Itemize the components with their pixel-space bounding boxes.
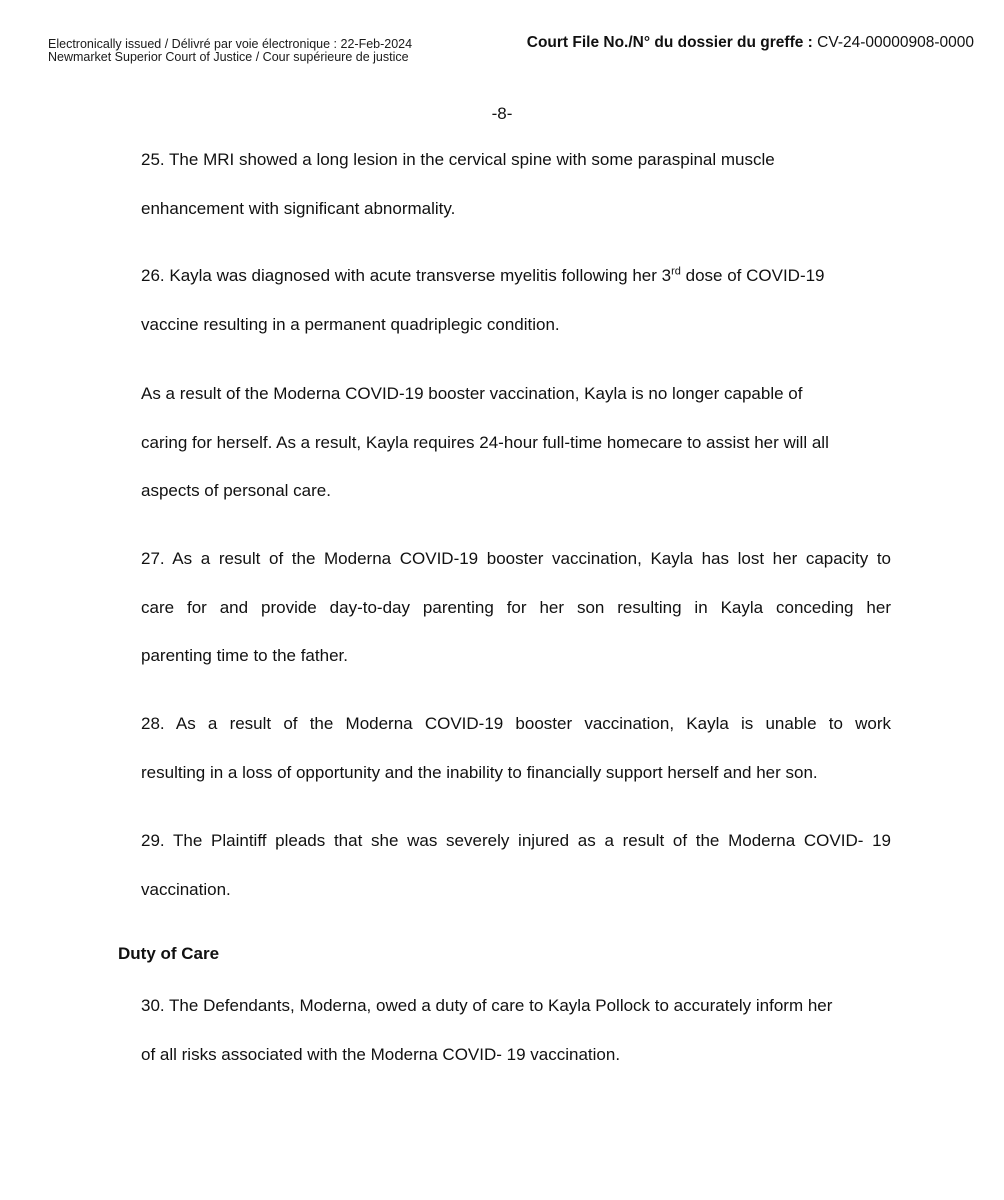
court-line: Newmarket Superior Court of Justice / Cour supérieure de justice: [48, 50, 409, 64]
paragraph-line: 29. The Plaintiff pleads that she was severely injured as a result of the Moderna COVID- 19: [141, 831, 891, 850]
court-file-number: [527, 34, 974, 52]
paragraph-line: of all risks associated with the Moderna COVID- 19 vaccination.: [141, 1044, 621, 1064]
court-file-label: Court File No./N° du dossier du greffe :: [526, 34, 813, 51]
paragraph-line: caring for herself. As a result, Kayla requires 24-hour full-time homecare to assist her will all: [141, 432, 829, 452]
paragraph-26: [141, 252, 891, 349]
section-heading-duty-of-care: Duty of Care: [118, 944, 220, 963]
electronic-issue-stamp: [48, 38, 412, 64]
paragraph-text: 26. Kayla was diagnosed with acute transverse myelitis following her 3: [141, 266, 672, 285]
paragraph-line: aspects of personal care.: [141, 481, 331, 500]
paragraph-line: enhancement with significant abnormality.: [141, 198, 456, 218]
paragraph-line: [141, 252, 891, 301]
paragraph-line: 30. The Defendants, Moderna, owed a duty of care to Kayla Pollock to accurately inform her: [141, 996, 833, 1015]
paragraph-25: [141, 136, 891, 233]
paragraph-line: resulting in a loss of opportunity and the inability to financially support herself and her son.: [141, 762, 818, 782]
paragraph-29: [141, 817, 891, 914]
page-number: -8-: [491, 104, 513, 123]
paragraph-line: 25. The MRI showed a long lesion in the cervical spine with some paraspinal muscle: [141, 150, 775, 169]
court-file-value: CV-24-00000908-0000: [817, 34, 974, 51]
paragraph-27: [141, 535, 891, 681]
paragraph-line: vaccine resulting in a permanent quadriplegic condition.: [141, 314, 560, 334]
paragraph-28: [141, 700, 891, 797]
paragraph-26-continued: [141, 370, 891, 516]
paragraph-text: dose of COVID-19: [680, 266, 825, 285]
paragraph-line: 27. As a result of the Moderna COVID-19 booster vaccination, Kayla has lost her capacity to: [141, 549, 891, 568]
issued-line: Electronically issued / Délivré par voie électronique : 22-Feb-2024: [48, 37, 413, 51]
paragraph-line: 28. As a result of the Moderna COVID-19 booster vaccination, Kayla is unable to work: [141, 714, 891, 733]
ordinal-suffix: rd: [671, 265, 681, 278]
paragraph-line: care for and provide day-to-day parenting for her son resulting in Kayla conceding her: [141, 597, 891, 617]
paragraph-line: parenting time to the father.: [141, 646, 348, 665]
paragraph-30: [141, 982, 891, 1079]
paragraph-line: vaccination.: [141, 879, 231, 899]
paragraph-line: As a result of the Moderna COVID-19 booster vaccination, Kayla is no longer capable of: [141, 384, 803, 403]
